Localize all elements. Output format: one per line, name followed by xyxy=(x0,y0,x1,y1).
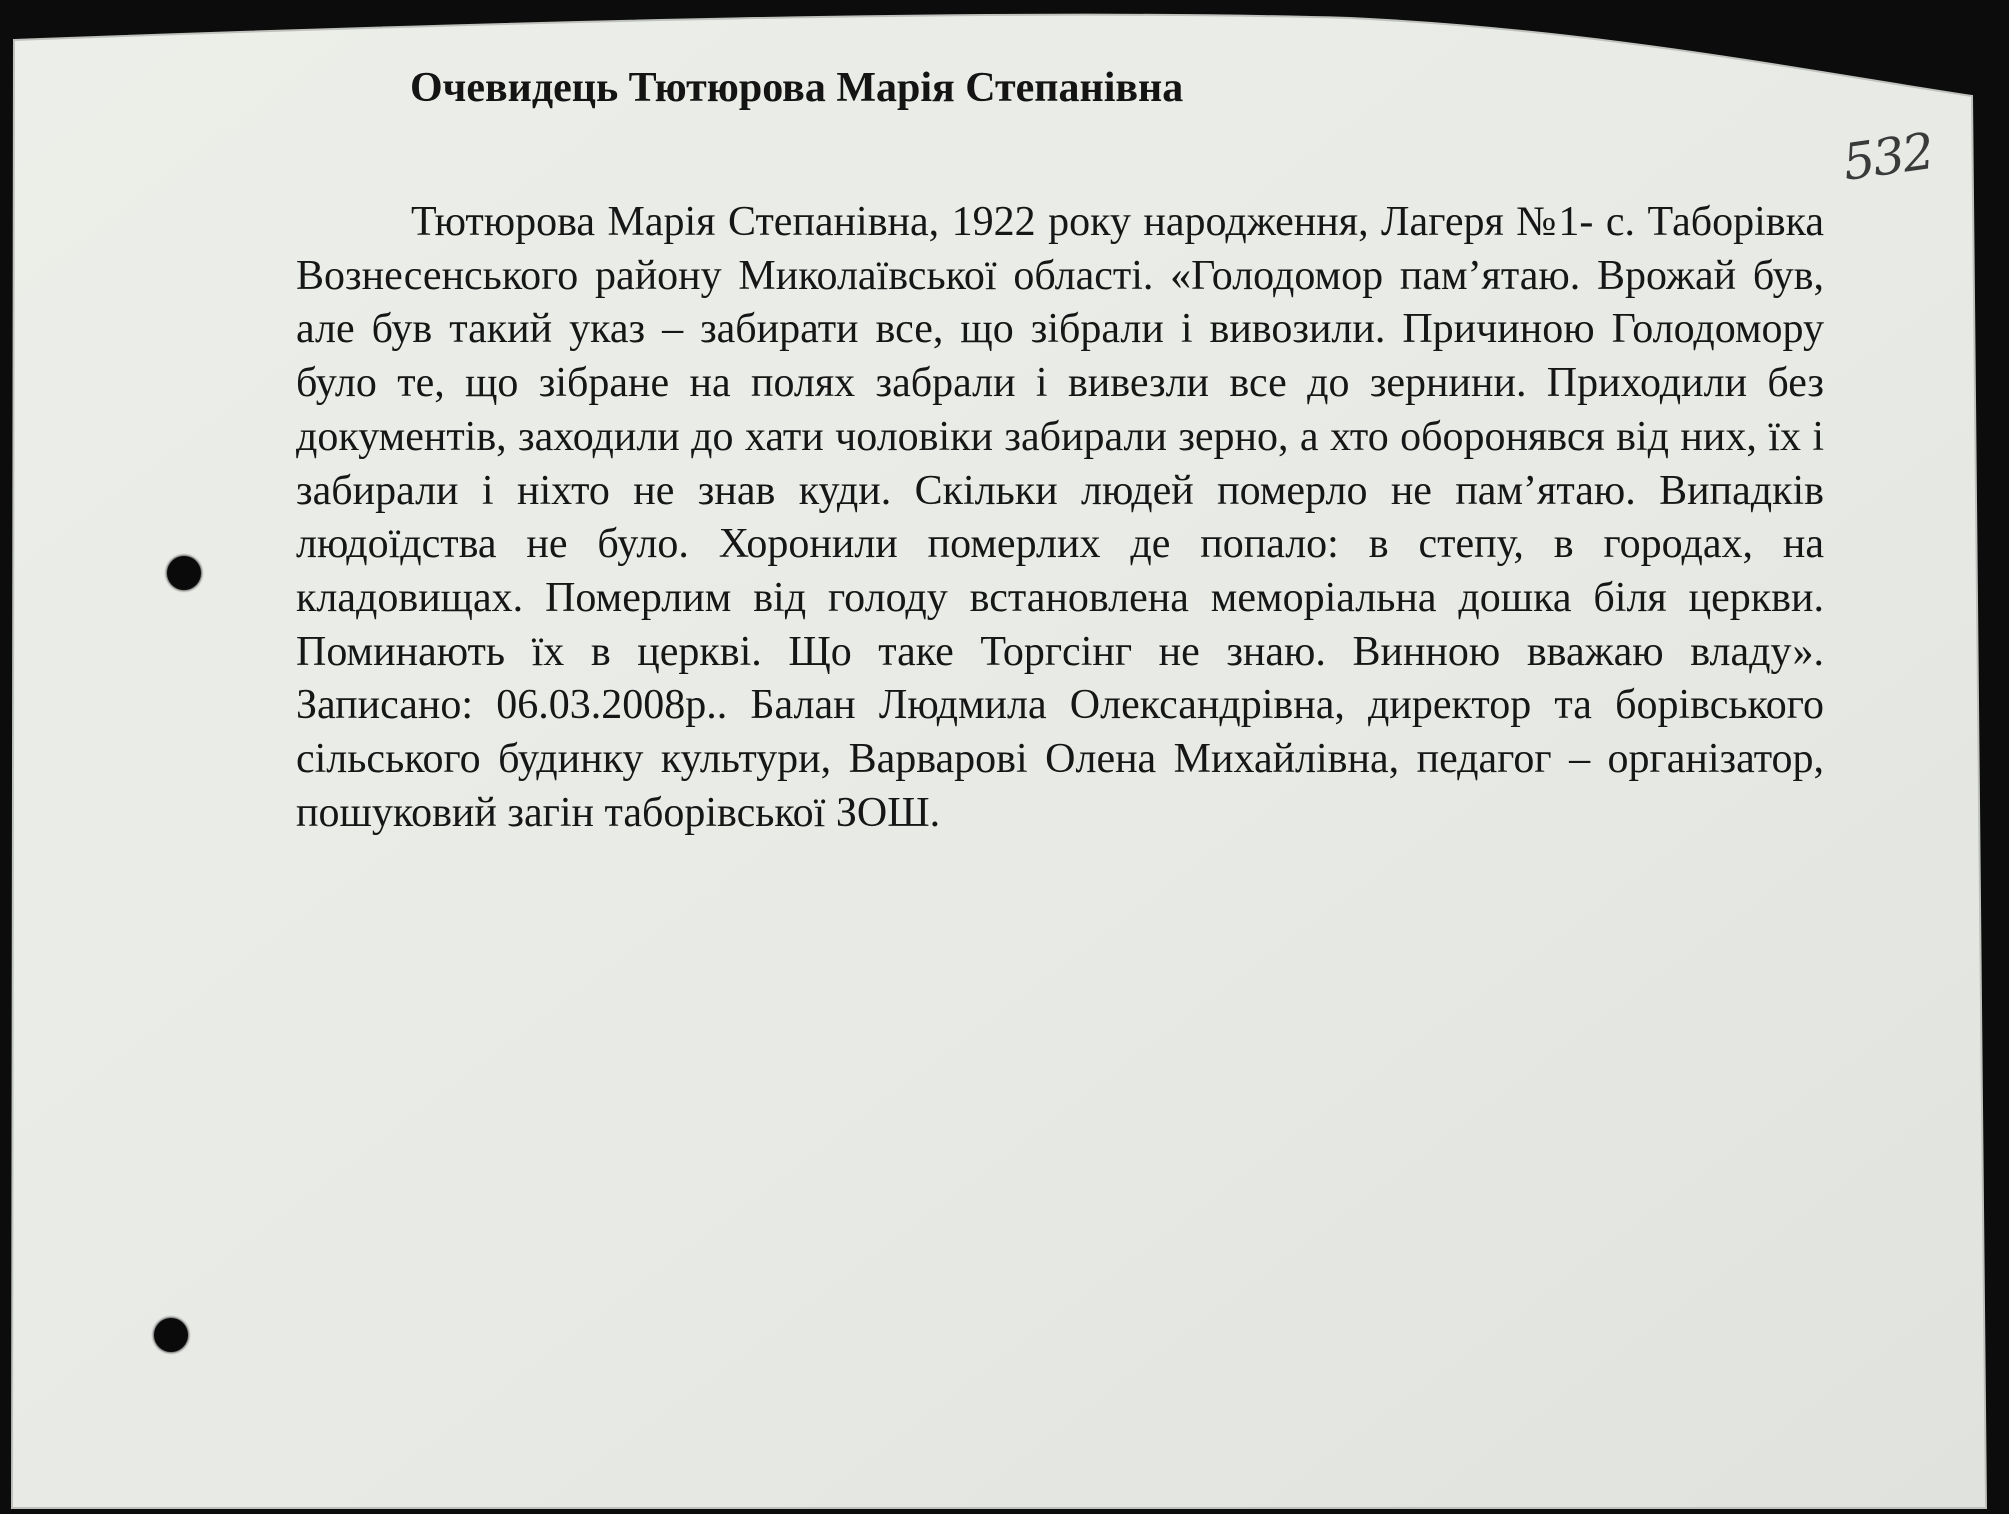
testimony-paragraph: Тютюрова Марія Степанівна, 1922 року народження, Лагеря №1- с. Таборівка Вознесенського району Миколаївської області. «Голодомор пам’ятаю. Врожай був, але був такий указ – забирати все, що зібрали і вивозили. Причиною Голодомору було те, що зібране на полях забрали і вивезли все до зернини. Приходили без документів, заходили до хати чоловіки забирали зерно, а хто оборонявся від них, їх і забирали і ніхто не знав куди. Скільки людей померло не пам’ятаю. Випадків людоїдства не було. Хоронили померлих де попало: в степу, в городах, на кладовищах. Померлим від голоду встановлена меморіальна дошка біля церкви. Поминають їх в церкві. Що таке Торгсінг не знаю. Винною вважаю владу». Записано: 06.03.2008р.. Балан Людмила Олександрівна, директор та борівського сільського будинку культури, Варварові Олена Михайлівна, педагог – організатор, пошуковий загін таборівської ЗОШ. xyxy=(296,199,1824,836)
punch-hole-top xyxy=(167,556,201,590)
handwritten-page-number: 532 xyxy=(1839,122,1937,192)
punch-hole-bottom xyxy=(154,1318,188,1352)
document-title: Очевидець Тютюрова Марія Степанівна xyxy=(410,65,1184,111)
